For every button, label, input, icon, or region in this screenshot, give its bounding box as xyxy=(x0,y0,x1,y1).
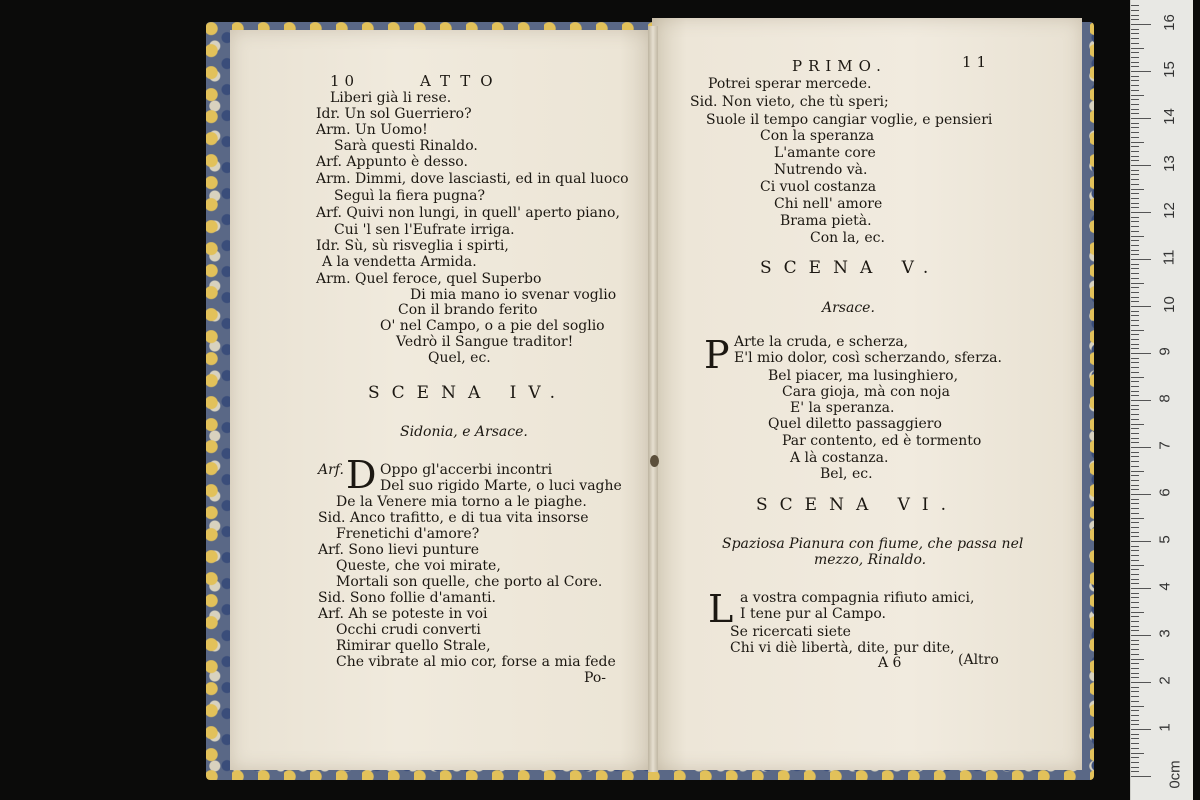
ruler-tick xyxy=(1131,677,1139,678)
text-line: Occhi crudi converti xyxy=(336,622,481,638)
text-line: Ci vuol costanza xyxy=(760,179,877,195)
ruler-tick xyxy=(1131,268,1139,269)
text-line: I tene pur al Campo. xyxy=(740,606,886,622)
text-line: a vostra compagnia rifiuto amici, xyxy=(740,590,975,606)
text-line: Arf. Sono lievi punture xyxy=(318,542,479,558)
ruler-tick xyxy=(1131,518,1144,519)
ruler-tick xyxy=(1131,66,1139,67)
ruler-tick xyxy=(1131,212,1151,213)
ruler-tick xyxy=(1131,536,1139,537)
text-line: Arm. Un Uomo! xyxy=(316,122,428,138)
ruler-tick xyxy=(1131,574,1139,575)
ruler-tick xyxy=(1131,193,1139,194)
ruler-tick xyxy=(1131,485,1139,486)
ruler-tick xyxy=(1131,240,1139,241)
ruler-tick xyxy=(1131,513,1139,514)
ruler-tick xyxy=(1131,90,1139,91)
ruler-tick xyxy=(1131,466,1139,467)
ruler-tick xyxy=(1131,433,1139,434)
ruler-tick xyxy=(1131,189,1144,190)
ruler-tick xyxy=(1131,203,1139,204)
text-line: Arm. Dimmi, dove lasciasti, ed in qual luoco xyxy=(316,171,629,187)
ruler-tick xyxy=(1131,311,1139,312)
text-line: Idr. Sù, sù risveglia i spirti, xyxy=(316,238,509,254)
ruler-tick xyxy=(1131,71,1151,72)
ruler-tick xyxy=(1131,767,1139,768)
text-line: Di mia mano io svenar voglio xyxy=(410,287,617,303)
ruler-tick xyxy=(1131,137,1139,138)
text-line: Che vibrate al mio cor, forse a mia fede xyxy=(336,654,616,670)
ruler-tick xyxy=(1131,372,1139,373)
ruler-tick xyxy=(1131,62,1139,63)
ruler-tick xyxy=(1131,113,1139,114)
ruler-tick xyxy=(1131,555,1139,556)
ruler-tick xyxy=(1131,522,1139,523)
ruler-number: 11 xyxy=(1160,249,1178,266)
ruler-number: 13 xyxy=(1160,155,1178,172)
ruler-tick xyxy=(1131,461,1139,462)
ruler-tick xyxy=(1131,682,1151,683)
text-line: Queste, che voi mirate, xyxy=(336,558,501,574)
scena-iv-subtitle: Sidonia, e Arsace. xyxy=(400,424,528,440)
ruler-tick xyxy=(1131,184,1139,185)
ruler-tick xyxy=(1131,391,1139,392)
scena-iv-title: SCENA IV. xyxy=(368,383,568,403)
text-line: Sid. Sono follie d'amanti. xyxy=(318,590,496,606)
text-line: Cui 'l sen l'Eufrate irriga. xyxy=(334,222,515,238)
ruler-tick xyxy=(1131,654,1139,655)
ruler-tick xyxy=(1131,748,1139,749)
text-line: A la vendetta Armida. xyxy=(322,254,477,270)
catchword-right: (Altro xyxy=(958,652,999,668)
text-line: Del suo rigido Marte, o luci vaghe xyxy=(380,478,622,494)
ruler-tick xyxy=(1131,419,1139,420)
ruler-number: 16 xyxy=(1160,14,1178,31)
drop-cap-l: L xyxy=(708,587,734,631)
ruler-tick xyxy=(1131,386,1139,387)
text-line: Sid. Anco trafitto, e di tua vita insorse xyxy=(318,510,589,526)
ruler-number: 2 xyxy=(1156,676,1174,685)
ruler-tick xyxy=(1131,334,1139,335)
ruler-tick xyxy=(1131,734,1139,735)
ruler-tick xyxy=(1131,644,1139,645)
ruler-tick xyxy=(1131,283,1144,284)
ruler-tick xyxy=(1131,588,1151,589)
text-line: E'l mio dolor, così scherzando, sferza. xyxy=(734,350,1002,366)
ruler-number: 1 xyxy=(1156,723,1174,732)
ruler-tick xyxy=(1131,649,1139,650)
ruler-tick xyxy=(1131,621,1139,622)
ruler-tick xyxy=(1131,715,1139,716)
ruler-tick xyxy=(1131,659,1144,660)
ruler-tick xyxy=(1131,503,1139,504)
ruler-tick xyxy=(1131,724,1139,725)
ruler-tick xyxy=(1131,301,1139,302)
ruler-tick xyxy=(1131,19,1139,20)
ruler-tick xyxy=(1131,33,1139,34)
ruler-tick xyxy=(1131,320,1139,321)
ruler-tick xyxy=(1131,273,1139,274)
text-line: Oppo gl'accerbi incontri xyxy=(380,462,553,478)
ruler-tick xyxy=(1131,226,1139,227)
ruler-tick xyxy=(1131,527,1139,528)
ruler-tick xyxy=(1131,236,1144,237)
text-line: Sid. Non vieto, che tù speri; xyxy=(690,94,889,110)
ruler-tick xyxy=(1131,494,1151,495)
ruler-tick xyxy=(1131,424,1144,425)
ruler-tick xyxy=(1131,330,1144,331)
ruler-tick xyxy=(1131,395,1139,396)
drop-cap-d: D xyxy=(346,453,377,497)
ruler-tick xyxy=(1131,565,1144,566)
text-line: Bel, ec. xyxy=(820,466,873,482)
ruler-tick xyxy=(1131,339,1139,340)
ruler-tick xyxy=(1131,123,1139,124)
ruler-tick xyxy=(1131,762,1139,763)
ruler-tick xyxy=(1131,442,1139,443)
ruler-number: 5 xyxy=(1156,535,1174,544)
ruler-tick xyxy=(1131,616,1139,617)
ruler-tick xyxy=(1131,456,1139,457)
ruler-tick xyxy=(1131,593,1139,594)
ruler-tick xyxy=(1131,99,1139,100)
scena-vi-subtitle-cont: mezzo, Rinaldo. xyxy=(814,552,927,568)
ruler-tick xyxy=(1131,438,1139,439)
right-page-number: 11 xyxy=(962,53,992,71)
ruler-tick xyxy=(1131,428,1139,429)
ruler-tick xyxy=(1131,729,1151,730)
ruler-tick xyxy=(1131,720,1139,721)
text-line: Bel piacer, ma lusinghiero, xyxy=(768,368,959,384)
text-line: Con il brando ferito xyxy=(398,302,538,318)
ruler-tick xyxy=(1131,254,1139,255)
scena-vi-subtitle: Spaziosa Pianura con fiume, che passa nel xyxy=(722,536,1024,552)
ruler-tick xyxy=(1131,207,1139,208)
ruler-tick xyxy=(1131,776,1151,777)
text-line: Potrei sperar mercede. xyxy=(708,76,872,92)
ruler-number: 9 xyxy=(1156,347,1174,356)
text-line: Con la, ec. xyxy=(810,230,885,246)
scena-v-subtitle: Arsace. xyxy=(822,300,875,316)
ruler-tick xyxy=(1131,95,1144,96)
scena-vi-title: SCENA VI. xyxy=(756,495,959,515)
ruler-tick xyxy=(1131,405,1139,406)
book-gutter xyxy=(648,26,658,772)
ruler-tick xyxy=(1131,597,1139,598)
ruler-tick xyxy=(1131,668,1139,669)
ruler-tick xyxy=(1131,217,1139,218)
ruler-tick xyxy=(1131,160,1139,161)
speaker-label: Arf. xyxy=(318,462,344,478)
binding-hole xyxy=(650,455,659,467)
ruler-tick xyxy=(1131,315,1139,316)
ruler-number: 0cm xyxy=(1166,760,1184,789)
text-line: Cara gioja, mà con noja xyxy=(782,384,950,400)
ruler-number: 15 xyxy=(1160,61,1178,78)
ruler-tick xyxy=(1131,15,1139,16)
text-line: Arf. Quivi non lungi, in quell' aperto piano, xyxy=(316,205,620,221)
signature-mark: A 6 xyxy=(878,655,902,671)
ruler-tick xyxy=(1131,480,1139,481)
ruler-tick xyxy=(1131,29,1139,30)
ruler-tick xyxy=(1131,48,1144,49)
text-line: E' la speranza. xyxy=(790,400,895,416)
ruler-tick xyxy=(1131,607,1139,608)
text-line: L'amante core xyxy=(774,145,876,161)
text-line: Mortali son quelle, che porto al Core. xyxy=(336,574,603,590)
ruler-tick xyxy=(1131,710,1139,711)
ruler-tick xyxy=(1131,151,1139,152)
ruler-tick xyxy=(1131,753,1144,754)
ruler-tick xyxy=(1131,414,1139,415)
ruler-tick xyxy=(1131,738,1139,739)
ruler-tick xyxy=(1131,287,1139,288)
ruler-tick xyxy=(1131,348,1139,349)
ruler-tick xyxy=(1131,362,1139,363)
ruler-tick xyxy=(1131,245,1139,246)
ruler-number: 7 xyxy=(1156,441,1174,450)
ruler-tick xyxy=(1131,146,1139,147)
ruler-tick xyxy=(1131,612,1144,613)
ruler-tick xyxy=(1131,5,1139,6)
ruler-tick xyxy=(1131,489,1139,490)
ruler-tick xyxy=(1131,198,1139,199)
ruler-tick xyxy=(1131,109,1139,110)
ruler-tick xyxy=(1131,259,1151,260)
ruler-tick xyxy=(1131,499,1139,500)
ruler-tick xyxy=(1131,38,1139,39)
text-line: Sarà questi Rinaldo. xyxy=(334,138,478,154)
ruler-tick xyxy=(1131,231,1139,232)
ruler-tick xyxy=(1131,447,1151,448)
ruler-tick xyxy=(1131,306,1151,307)
ruler-tick xyxy=(1131,541,1151,542)
scena-v-title: SCENA V. xyxy=(760,258,941,278)
ruler-tick xyxy=(1131,358,1139,359)
text-line: O' nel Campo, o a pie del soglio xyxy=(380,318,605,334)
ruler-tick xyxy=(1131,297,1139,298)
text-line: Chi nell' amore xyxy=(774,196,883,212)
ruler-tick xyxy=(1131,673,1139,674)
text-line: Quel diletto passaggiero xyxy=(768,416,942,432)
ruler-tick xyxy=(1131,706,1144,707)
text-line: Seguì la fiera pugna? xyxy=(334,188,485,204)
text-line: Nutrendo và. xyxy=(774,162,868,178)
text-line: Quel, ec. xyxy=(428,350,491,366)
text-line: Liberi già li rese. xyxy=(330,90,452,106)
ruler-tick xyxy=(1131,170,1139,171)
text-line: Con la speranza xyxy=(760,128,875,144)
ruler-tick xyxy=(1131,127,1139,128)
ruler-tick xyxy=(1131,471,1144,472)
ruler-tick xyxy=(1131,602,1139,603)
drop-cap-p: P xyxy=(704,333,730,377)
text-line: Arm. Quel feroce, quel Superbo xyxy=(316,271,542,287)
ruler-tick xyxy=(1131,344,1139,345)
ruler-number: 14 xyxy=(1160,108,1178,125)
ruler-tick xyxy=(1131,475,1139,476)
ruler-tick xyxy=(1131,640,1139,641)
ruler-tick xyxy=(1131,10,1139,11)
ruler-number: 12 xyxy=(1160,202,1178,219)
ruler-tick xyxy=(1131,278,1139,279)
ruler-tick xyxy=(1131,353,1151,354)
ruler-tick xyxy=(1131,165,1151,166)
ruler-tick xyxy=(1131,250,1139,251)
right-running-head: PRIMO. xyxy=(792,57,887,75)
ruler-tick xyxy=(1131,132,1139,133)
text-line: Frenetichi d'amore? xyxy=(336,526,480,542)
text-line: Se ricercati siete xyxy=(730,624,851,640)
ruler-tick xyxy=(1131,76,1139,77)
ruler-tick xyxy=(1131,264,1139,265)
ruler-tick xyxy=(1131,179,1139,180)
left-running-head: ATTO xyxy=(420,72,503,90)
ruler-tick xyxy=(1131,43,1139,44)
ruler-tick xyxy=(1131,663,1139,664)
ruler-number: 4 xyxy=(1156,582,1174,591)
ruler-number: 10 xyxy=(1160,296,1178,313)
ruler-tick xyxy=(1131,377,1144,378)
ruler-tick xyxy=(1131,80,1139,81)
text-line: Chi vi diè libertà, dite, pur dite, xyxy=(730,640,955,656)
measurement-ruler xyxy=(1130,0,1193,800)
ruler-tick xyxy=(1131,409,1139,410)
ruler-number: 6 xyxy=(1156,488,1174,497)
text-line: Rimirar quello Strale, xyxy=(336,638,491,654)
ruler-tick xyxy=(1131,757,1139,758)
ruler-tick xyxy=(1131,560,1139,561)
text-line: De la Venere mia torno a le piaghe. xyxy=(336,494,587,510)
ruler-number: 3 xyxy=(1156,629,1174,638)
ruler-tick xyxy=(1131,508,1139,509)
ruler-tick xyxy=(1131,85,1139,86)
text-line: Arf. Appunto è desso. xyxy=(316,154,468,170)
ruler-tick xyxy=(1131,452,1139,453)
ruler-tick xyxy=(1131,532,1139,533)
ruler-number: 8 xyxy=(1156,394,1174,403)
catchword-left: Po- xyxy=(584,670,607,686)
text-line: Idr. Un sol Guerriero? xyxy=(316,106,472,122)
ruler-tick xyxy=(1131,696,1139,697)
ruler-tick xyxy=(1131,630,1139,631)
ruler-tick xyxy=(1131,400,1151,401)
ruler-tick xyxy=(1131,24,1151,25)
ruler-tick xyxy=(1131,174,1139,175)
ruler-tick xyxy=(1131,57,1139,58)
ruler-tick xyxy=(1131,156,1139,157)
text-line: Arte la cruda, e scherza, xyxy=(734,334,909,350)
ruler-tick xyxy=(1131,626,1139,627)
text-line: A là costanza. xyxy=(790,450,889,466)
ruler-tick xyxy=(1131,325,1139,326)
ruler-tick xyxy=(1131,701,1139,702)
text-line: Par contento, ed è tormento xyxy=(782,433,982,449)
ruler-tick xyxy=(1131,221,1139,222)
ruler-tick xyxy=(1131,691,1139,692)
ruler-tick xyxy=(1131,687,1139,688)
ruler-tick xyxy=(1131,142,1144,143)
text-line: Arf. Ah se poteste in voi xyxy=(318,606,488,622)
ruler-tick xyxy=(1131,118,1151,119)
ruler-tick xyxy=(1131,546,1139,547)
ruler-tick xyxy=(1131,569,1139,570)
left-page-number: 10 xyxy=(330,72,360,90)
ruler-tick xyxy=(1131,635,1151,636)
text-line: Vedrò il Sangue traditor! xyxy=(396,334,574,350)
ruler-tick xyxy=(1131,367,1139,368)
text-line: Brama pietà. xyxy=(780,213,872,229)
text-line: Suole il tempo cangiar voglie, e pensieri xyxy=(706,112,993,128)
ruler-tick xyxy=(1131,52,1139,53)
ruler-tick xyxy=(1131,583,1139,584)
ruler-tick xyxy=(1131,579,1139,580)
ruler-tick xyxy=(1131,292,1139,293)
ruler-tick xyxy=(1131,771,1139,772)
ruler-tick xyxy=(1131,381,1139,382)
ruler-tick xyxy=(1131,743,1139,744)
ruler-tick xyxy=(1131,104,1139,105)
ruler-tick xyxy=(1131,550,1139,551)
